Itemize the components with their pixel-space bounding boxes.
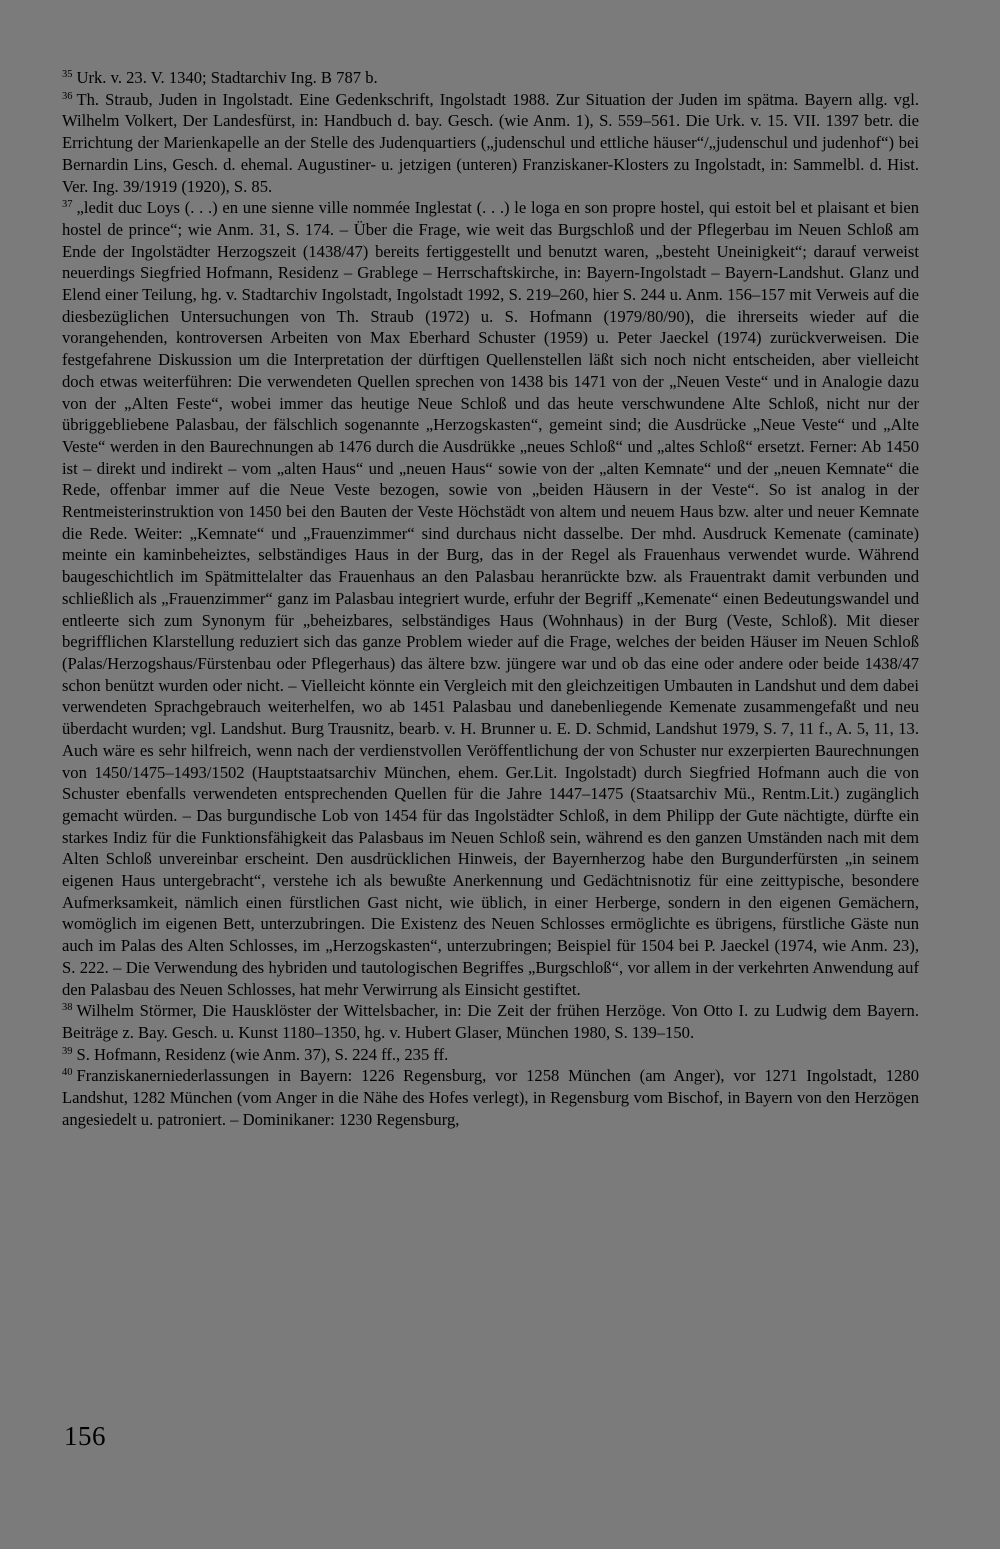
footnote-number: 40	[62, 1067, 73, 1079]
footnote-text: Th. Straub, Juden in Ingolstadt. Eine Gedenkschrift, Ingolstadt 1988. Zur Situation der Juden im spätma. Bayern allg. vgl. Wilhelm Volkert, Der Landesfürst, in: Handbuch d. bay. Gesch. (wie Anm. 1), S. 559–561. Die Urk. v. 15. VII. 1397 betr. die Errichtung der Marienkapelle an der Stelle des Judenquartiers („judenschul und ettliche häuser“/„judenschul und judenhof“) bei Bernardin Lins, Gesch. d. ehemal. Augustiner- u. jetzigen (unteren) Franziskaner-Klosters zu Ingolstadt, in: Sammelbl. d. Hist. Ver. Ing. 39/1919 (1920), S. 85.	[62, 89, 919, 196]
footnote-39	[62, 1044, 919, 1066]
footnote-35	[62, 67, 919, 89]
footnote-36	[62, 89, 919, 198]
footnote-number: 38	[62, 1002, 73, 1014]
footnote-37	[62, 197, 919, 1000]
footnote-number: 37	[62, 199, 73, 211]
footnote-40	[62, 1065, 919, 1130]
footnotes-block	[62, 67, 919, 1130]
footnote-number: 39	[62, 1045, 73, 1057]
footnote-number: 36	[62, 90, 73, 102]
footnote-38	[62, 1000, 919, 1043]
footnote-text: Wilhelm Störmer, Die Hausklöster der Wittelsbacher, in: Die Zeit der frühen Herzöge. Von Otto I. zu Ludwig dem Bayern. Beiträge z. Bay. Gesch. u. Kunst 1180–1350, hg. v. Hubert Glaser, München 1980, S. 139–150.	[62, 1001, 919, 1042]
page-number: 156	[64, 1421, 106, 1451]
footnote-number: 35	[62, 69, 73, 80]
footnote-text: S. Hofmann, Residenz (wie Anm. 37), S. 224 ff., 235 ff.	[76, 1044, 449, 1064]
footnote-text: Urk. v. 23. V. 1340; Stadtarchiv Ing. B 787 b.	[76, 68, 378, 87]
footnote-text: „ledit duc Loys (. . .) en une sienne ville nommée Inglestat (. . .) le loga en son propre hostel, qui estoit bel et plaisant et bien hostel de prince“; wie Anm. 31, S. 174. – Über die Frage, wie weit das Burgschloß und der Pflegerbau im Neuen Schloß am Ende der Ingolstädter Herzogszeit (1438/47) bereits fertiggestellt und benutzt waren, „besteht Uneinigkeit“; darauf verweist neuerdings Siegfried Hofmann, Residenz – Grablege – Herrschaftskirche, in: Bayern-Ingolstadt – Bayern-Landshut. Glanz und Elend einer Teilung, hg. v. Stadtarchiv Ingolstadt, Ingolstadt 1992, S. 219–260, hier S. 244 u. Anm. 156–157 mit Verweis auf die diesbezüglichen Untersuchungen von Th. Straub (1972) u. S. Hofmann (1979/80/90), die ihrerseits wieder auf die vorangehenden, kontroversen Arbeiten von Max Eberhard Schuster (1959) u. Peter Jaeckel (1974) zurückverweisen. Die festgefahrene Diskussion um die Interpretation der dürftigen Quellenstellen läßt sich noch nicht entscheiden, aber vielleicht doch etwas weiterführen: Die verwendeten Quellen sprechen von 1438 bis 1471 von der „Neuen Veste“ und in Analogie dazu von der „Alten Feste“, wobei immer das heutige Neue Schloß und das heute verschwundene Alte Schloß, nicht nur der übriggebliebene Palasbau, der fälschlich sogenannte „Herzogskasten“, gemeint sind; die Ausdrücke „Neue Veste“ und „Alte Veste“ werden in den Baurechnungen ab 1476 durch die Ausdrükke „neues Schloß“ und „altes Schloß“ ersetzt. Ferner: Ab 1450 ist – direkt und indirekt – vom „alten Haus“ und „neuen Haus“ sowie von der „alten Kemnate“ und der „neuen Kemnate“ die Rede, offenbar immer auf die Neue Veste bezogen, sowie von „beiden Häusern in der Veste“. So ist analog in der Rentmeisterinstruktion von 1450 bei den Bauten der Veste Höchstädt von altem und neuem Haus bzw. alter und neuer Kemnate die Rede. Weiter: „Kemnate“ und „Frauenzimmer“ sind durchaus nicht dasselbe. Der mhd. Ausdruck Kemenate (caminate) meinte ein kaminbeheiztes, selbständiges Haus in der Burg, das in der Regel als Frauenhaus verwendet wurde. Während baugeschichtlich im Spätmittelalter das Frauenhaus an den Palasbau heranrückte bzw. als Frauentrakt damit verbunden und schließlich als „Frauenzimmer“ ganz im Palasbau integriert wurde, erfuhr der Begriff „Kemenate“ einen Bedeutungswandel und entleerte sich zum Synonym für „beheizbares, selbständiges Haus (Wohnhaus) in der Burg (Veste, Schloß). Mit dieser begrifflichen Klarstellung reduziert sich das ganze Problem wieder auf die Frage, welches der beiden Häuser im Neuen Schloß (Palas/Herzogshaus/Fürstenbau oder Pflegerhaus) das ältere bzw. jüngere war und ob das eine oder andere oder beide 1438/47 schon benützt wurden oder nicht. – Vielleicht könnte ein Vergleich mit den gleichzeitigen Umbauten in Landshut und dem dabei verwendeten Sprachgebrauch weiterhelfen, wo ab 1451 Palasbau und danebenliegende Kemenate zusammengefaßt und neu überdacht wurden; vgl. Landshut. Burg Trausnitz, bearb. v. H. Brunner u. E. D. Schmid, Landshut 1979, S. 7, 11 f., A. 5, 11, 13. Auch wäre es sehr hilfreich, wenn nach der verdienstvollen Veröffentlichung der von Schuster nur exzerpierten Baurechnungen von 1450/1475–1493/1502 (Hauptstaatsarchiv München, ehem. Ger.Lit. Ingolstadt) durch Siegfried Hofmann auch die von Schuster ebenfalls verwendeten entsprechenden Quellen für die Jahre 1447–1475 (Staatsarchiv Mü., Rentm.Lit.) zugänglich gemacht würden. – Das burgundische Lob von 1454 für das Ingolstädter Schloß, in dem Philipp der Gute nächtigte, dürfte ein starkes Indiz für die Funktionsfähigkeit das Palasbaus im Neuen Schloß sein, während es den ganzen Umständen nach mit dem Alten Schloß unvereinbar erscheint. Den ausdrücklichen Hinweis, der Bayernherzog habe den Burgunderfürsten „in seinem eigenen Haus untergebracht“, verstehe ich als bewußte Anerkennung und Gedächtnisnotiz für eine zeittypische, besondere Aufmerksamkeit, nämlich einen fürstlichen Gast nicht, wie üblich, in einer Herberge, sondern in den eigenen Gemächern, womöglich im eigenen Bett, unterzubringen. Die Existenz des Neuen Schlosses ermöglichte es übrigens, fürstliche Gäste nun auch im Palas des Alten Schlosses, im „Herzogskasten“, unterzubringen; Beispiel für 1504 bei P. Jaeckel (1974, wie Anm. 23), S. 222. – Die Verwendung des hybriden und tautologischen Begriffes „Burgschloß“, vor allem in der verkehrten Anwendung auf den Palasbau des Neuen Schlosses, hat mehr Verwirrung als Einsicht gestiftet.	[62, 198, 919, 999]
footnote-text: Franziskanerniederlassungen in Bayern: 1226 Regensburg, vor 1258 München (am Anger), vor 1271 Ingolstadt, 1280 Landshut, 1282 München (vom Anger in die Nähe des Hofes verlegt), in Regensburg vom Bischof, in Bayern von den Herzögen angesiedelt u. patroniert. – Dominikaner: 1230 Regensburg,	[62, 1066, 919, 1129]
